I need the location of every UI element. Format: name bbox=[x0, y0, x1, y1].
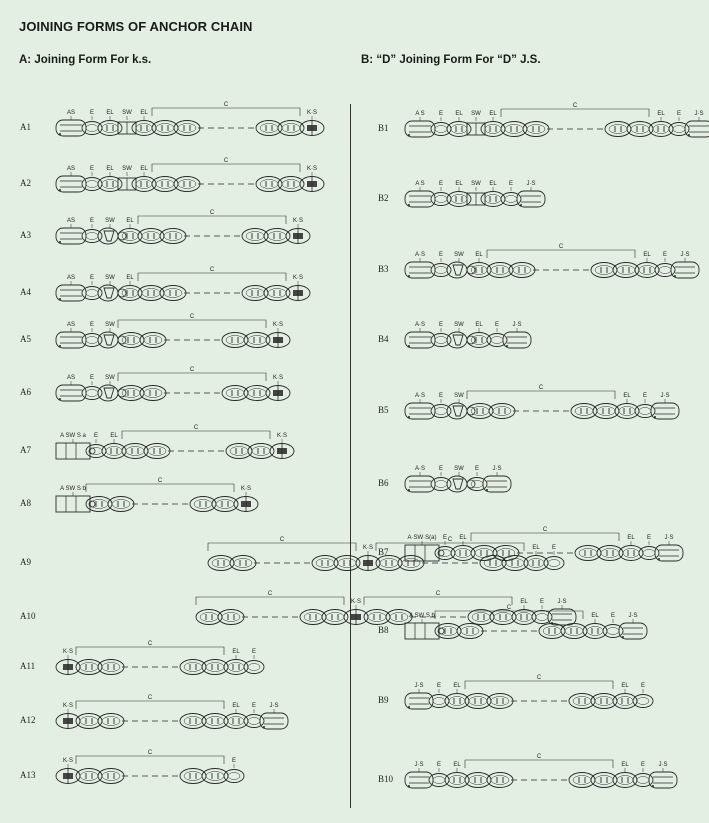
part-label: J·S bbox=[269, 703, 279, 709]
part-label: A·S bbox=[414, 393, 426, 399]
section-b-title: B: “D” Joining Form For “D” J.S. bbox=[361, 54, 541, 66]
row-label-a3: A3 bbox=[20, 230, 31, 240]
part-label: C bbox=[279, 537, 285, 543]
part-label: J·S bbox=[492, 466, 502, 472]
part-label: EL bbox=[532, 545, 540, 551]
part-label: E bbox=[436, 762, 442, 768]
part-label: EL bbox=[140, 166, 148, 172]
part-label: EL bbox=[657, 111, 665, 117]
part-label: SW bbox=[122, 166, 132, 172]
part-label: C bbox=[147, 641, 153, 647]
part-label: EL bbox=[232, 649, 240, 655]
part-label: J·S bbox=[664, 535, 674, 541]
part-label: K·S bbox=[292, 218, 304, 224]
part-label: EL bbox=[126, 275, 134, 281]
part-label: E bbox=[89, 322, 95, 328]
part-label: E bbox=[646, 535, 652, 541]
chain-b7 bbox=[405, 527, 683, 561]
part-label: A·S bbox=[414, 466, 426, 472]
row-label-a11: A11 bbox=[20, 661, 36, 671]
part-label: K·S bbox=[292, 275, 304, 281]
part-label: J·S bbox=[526, 181, 536, 187]
chain-a4 bbox=[56, 267, 310, 301]
part-label: C bbox=[572, 103, 578, 109]
part-label: E bbox=[640, 762, 646, 768]
part-label: SW bbox=[105, 375, 115, 381]
part-label: EL bbox=[591, 613, 599, 619]
part-label: EL bbox=[627, 535, 635, 541]
chain-a8 bbox=[56, 478, 258, 512]
part-label: SW bbox=[454, 322, 464, 328]
part-label: AS bbox=[66, 110, 76, 116]
part-label: C bbox=[536, 754, 542, 760]
chain-b8 bbox=[405, 605, 647, 639]
part-label: SW bbox=[471, 181, 481, 187]
part-label: AS bbox=[66, 166, 76, 172]
chain-a2 bbox=[56, 158, 324, 192]
chain-a5 bbox=[56, 314, 290, 348]
part-label: EL bbox=[621, 762, 629, 768]
chain-b4 bbox=[405, 322, 531, 348]
part-label: SW bbox=[454, 466, 464, 472]
row-label-a12: A12 bbox=[20, 715, 36, 725]
part-label: SW bbox=[471, 111, 481, 117]
chain-b1 bbox=[405, 103, 709, 137]
part-label: J·S bbox=[680, 252, 690, 258]
part-label: E bbox=[438, 111, 444, 117]
part-label: C bbox=[189, 367, 195, 373]
part-label: E bbox=[438, 393, 444, 399]
part-label: A·SW·S(a) bbox=[407, 535, 437, 541]
part-label: E bbox=[640, 683, 646, 689]
chain-a7 bbox=[56, 425, 294, 459]
row-label-b2: B2 bbox=[378, 193, 389, 203]
chain-b2 bbox=[405, 181, 545, 207]
part-label: C bbox=[447, 537, 453, 543]
part-label: C bbox=[193, 425, 199, 431]
row-label-b7: B7 bbox=[378, 547, 389, 557]
part-label: K·S bbox=[350, 599, 362, 605]
row-label-a2: A2 bbox=[20, 178, 31, 188]
row-label-b5: B5 bbox=[378, 405, 389, 415]
part-label: J·S bbox=[512, 322, 522, 328]
part-label: A·S bbox=[414, 252, 426, 258]
part-label: C bbox=[147, 750, 153, 756]
part-label: E bbox=[508, 181, 514, 187]
row-label-a8: A8 bbox=[20, 498, 31, 508]
part-label: K·S bbox=[306, 166, 318, 172]
row-label-a5: A5 bbox=[20, 334, 31, 344]
chain-b3 bbox=[405, 244, 699, 278]
main-title: JOINING FORMS OF ANCHOR CHAIN bbox=[19, 19, 253, 34]
part-label: EL bbox=[453, 683, 461, 689]
part-label: AS bbox=[66, 218, 76, 224]
part-label: J·S bbox=[414, 762, 424, 768]
part-label: E bbox=[442, 535, 448, 541]
part-label: A SW S b bbox=[60, 486, 86, 492]
part-label: EL bbox=[520, 599, 528, 605]
part-label: A·S bbox=[414, 322, 426, 328]
part-label: J·S bbox=[660, 393, 670, 399]
part-label: EL bbox=[110, 433, 118, 439]
part-label: E bbox=[610, 613, 616, 619]
part-label: E bbox=[89, 375, 95, 381]
row-label-b1: B1 bbox=[378, 123, 389, 133]
part-label: EL bbox=[621, 683, 629, 689]
part-label: SW bbox=[122, 110, 132, 116]
chain-b10 bbox=[405, 754, 677, 788]
part-label: C bbox=[209, 210, 215, 216]
part-label: J·S bbox=[628, 613, 638, 619]
part-label: EL bbox=[106, 110, 114, 116]
row-label-a1: A1 bbox=[20, 122, 31, 132]
chain-a13 bbox=[56, 750, 244, 784]
part-label: EL bbox=[489, 181, 497, 187]
part-label: SW bbox=[105, 322, 115, 328]
part-label: C bbox=[506, 605, 512, 611]
part-label: E bbox=[642, 393, 648, 399]
part-label: EL bbox=[643, 252, 651, 258]
part-label: AS bbox=[66, 275, 76, 281]
chain-b9 bbox=[405, 675, 653, 709]
chain-a1 bbox=[56, 102, 324, 136]
chain-b6 bbox=[405, 466, 511, 492]
part-label: EL bbox=[106, 166, 114, 172]
section-a-title: A: Joining Form For k.s. bbox=[19, 54, 152, 66]
part-label: EL bbox=[623, 393, 631, 399]
chain-a3 bbox=[56, 210, 310, 244]
part-label: E bbox=[551, 545, 557, 551]
part-label: E bbox=[93, 433, 99, 439]
row-label-b8: B8 bbox=[378, 625, 389, 635]
part-label: EL bbox=[453, 762, 461, 768]
part-label: E bbox=[89, 275, 95, 281]
part-label: E bbox=[539, 599, 545, 605]
part-label: E bbox=[89, 110, 95, 116]
row-label-b9: B9 bbox=[378, 695, 389, 705]
part-label: E bbox=[436, 683, 442, 689]
part-label: J·S bbox=[557, 599, 567, 605]
part-label: EL bbox=[126, 218, 134, 224]
part-label: K·S bbox=[272, 322, 284, 328]
part-label: K·S bbox=[62, 758, 74, 764]
part-label: C bbox=[267, 591, 273, 597]
part-label: C bbox=[542, 527, 548, 533]
part-label: AS bbox=[66, 375, 76, 381]
row-label-a10: A10 bbox=[20, 611, 36, 621]
part-label: AS bbox=[66, 322, 76, 328]
part-label: EL bbox=[455, 181, 463, 187]
chain-a11 bbox=[56, 641, 264, 675]
part-label: C bbox=[147, 695, 153, 701]
part-label: E bbox=[251, 649, 257, 655]
part-label: EL bbox=[140, 110, 148, 116]
part-label: EL bbox=[475, 322, 483, 328]
chain-a6 bbox=[56, 367, 290, 401]
part-label: A S bbox=[415, 111, 425, 117]
part-label: E bbox=[676, 111, 682, 117]
row-label-a7: A7 bbox=[20, 445, 31, 455]
part-label: A S bbox=[415, 181, 425, 187]
part-label: K·S bbox=[276, 433, 288, 439]
row-label-b3: B3 bbox=[378, 264, 389, 274]
part-label: E bbox=[438, 252, 444, 258]
part-label: C bbox=[223, 102, 229, 108]
part-label: SW bbox=[105, 218, 115, 224]
part-label: C bbox=[209, 267, 215, 273]
part-label: SW bbox=[105, 275, 115, 281]
part-label: E bbox=[438, 181, 444, 187]
part-label: J·S bbox=[658, 762, 668, 768]
chain-a12 bbox=[56, 695, 288, 729]
chain-a10 bbox=[196, 591, 576, 625]
part-label: EL bbox=[232, 703, 240, 709]
part-label: EL bbox=[489, 111, 497, 117]
part-label: C bbox=[223, 158, 229, 164]
row-label-b4: B4 bbox=[378, 334, 389, 344]
row-label-a9: A9 bbox=[20, 557, 31, 567]
chain-b5 bbox=[405, 385, 679, 419]
part-label: C bbox=[538, 385, 544, 391]
row-label-a6: A6 bbox=[20, 387, 31, 397]
part-label: E bbox=[231, 758, 237, 764]
part-label: C bbox=[536, 675, 542, 681]
row-label-b6: B6 bbox=[378, 478, 389, 488]
part-label: C bbox=[157, 478, 163, 484]
part-label: E bbox=[438, 466, 444, 472]
part-label: E bbox=[251, 703, 257, 709]
part-label: K·S bbox=[306, 110, 318, 116]
part-label: K·S bbox=[362, 545, 374, 551]
part-label: E bbox=[474, 466, 480, 472]
part-label: E bbox=[89, 166, 95, 172]
part-label: K·S bbox=[62, 703, 74, 709]
row-label-a4: A4 bbox=[20, 287, 31, 297]
part-label: C bbox=[189, 314, 195, 320]
part-label: K·S bbox=[240, 486, 252, 492]
part-label: E bbox=[494, 322, 500, 328]
part-label: EL bbox=[475, 252, 483, 258]
part-label: K·S bbox=[272, 375, 284, 381]
part-label: SW bbox=[454, 393, 464, 399]
part-label: C bbox=[435, 591, 441, 597]
part-label: J·S bbox=[414, 683, 424, 689]
part-label: E bbox=[662, 252, 668, 258]
row-label-b10: B10 bbox=[378, 774, 394, 784]
row-label-a13: A13 bbox=[20, 770, 36, 780]
part-label: K·S bbox=[62, 649, 74, 655]
part-label: J·S bbox=[694, 111, 704, 117]
part-label: SW bbox=[454, 252, 464, 258]
part-label: E bbox=[438, 322, 444, 328]
part-label: C bbox=[558, 244, 564, 250]
part-label: A SW S b bbox=[409, 613, 435, 619]
part-label: EL bbox=[455, 111, 463, 117]
part-label: EL bbox=[459, 535, 467, 541]
part-label: A SW S a bbox=[60, 433, 86, 439]
part-label: E bbox=[89, 218, 95, 224]
